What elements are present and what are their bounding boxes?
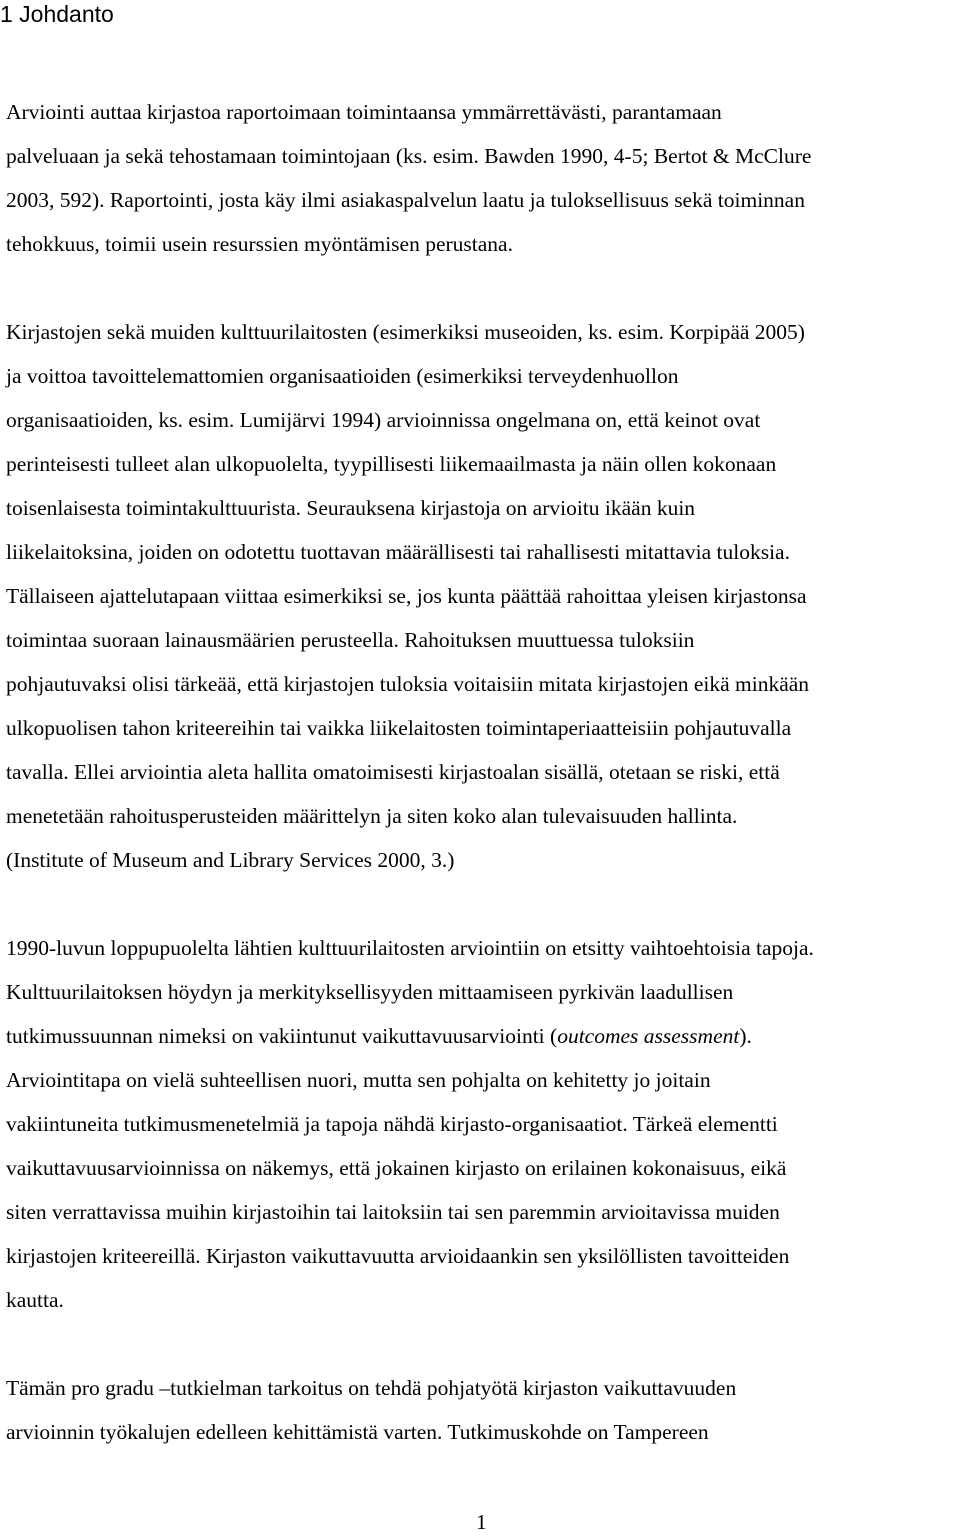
page-number: 1 bbox=[476, 1510, 487, 1534]
italic-term: outcomes assessment bbox=[557, 1024, 740, 1048]
text-segment: tutkimussuunnan nimeksi on vakiintunut vaikuttavuusarviointi ( bbox=[6, 1024, 558, 1048]
text-line: Arviointitapa on vielä suhteellisen nuori, mutta sen pohjalta on kehitetty jo joitain bbox=[6, 1068, 711, 1092]
text-line: siten verrattavissa muihin kirjastoihin tai laitoksiin tai sen paremmin arvioitavissa muiden bbox=[6, 1200, 780, 1224]
text-line: 2003, 592). Raportointi, josta käy ilmi asiakaspalvelun laatu ja tuloksellisuus sekä toiminnan bbox=[6, 188, 805, 212]
text-line: arvioinnin työkalujen edelleen kehittämistä varten. Tutkimuskohde on Tampereen bbox=[6, 1420, 709, 1444]
text-line: Kirjastojen sekä muiden kulttuurilaitosten (esimerkiksi museoiden, ks. esim. Korpipää 2005) bbox=[6, 320, 805, 344]
text-line: vaikuttavuusarvioinnissa on näkemys, että jokainen kirjasto on erilainen kokonaisuus, eikä bbox=[6, 1156, 787, 1180]
text-line: kautta. bbox=[6, 1288, 64, 1312]
text-line: Tämän pro gradu –tutkielman tarkoitus on tehdä pohjatyötä kirjaston vaikuttavuuden bbox=[6, 1376, 737, 1400]
text-line: toisenlaisesta toimintakulttuurista. Seurauksena kirjastoja on arvioitu ikään kuin bbox=[6, 496, 696, 520]
text-line: toimintaa suoraan lainausmäärien perusteella. Rahoituksen muuttuessa tuloksiin bbox=[6, 628, 695, 652]
text-line: organisaatioiden, ks. esim. Lumijärvi 1994) arvioinnissa ongelmana on, että keinot ovat bbox=[6, 408, 761, 432]
section-title: 1 Johdanto bbox=[0, 1, 114, 27]
text-line: Tällaiseen ajattelutapaan viittaa esimerkiksi se, jos kunta päättää rahoittaa yleisen kirjastonsa bbox=[6, 584, 807, 608]
text-line: palveluaan ja sekä tehostamaan toimintojaan (ks. esim. Bawden 1990, 4-5; Bertot & McClure bbox=[6, 144, 812, 168]
text-line: ulkopuolisen tahon kriteereihin tai vaikka liikelaitosten toimintaperiaatteisiin pohjautuvalla bbox=[6, 716, 792, 740]
text-line: kirjastojen kriteereillä. Kirjaston vaikuttavuutta arvioidaankin sen yksilöllisten tavoitteiden bbox=[6, 1244, 790, 1268]
text-line: liikelaitoksina, joiden on odotettu tuottavan määrällisesti tai rahallisesti mitattavia tuloksia. bbox=[6, 540, 790, 564]
text-line: ja voittoa tavoittelemattomien organisaatioiden (esimerkiksi terveydenhuollon bbox=[6, 364, 679, 388]
text-line: vakiintuneita tutkimusmenetelmiä ja tapoja nähdä kirjasto-organisaatiot. Tärkeä elementti bbox=[6, 1112, 778, 1136]
text-line bbox=[6, 1022, 752, 1050]
text-line: tehokkuus, toimii usein resurssien myöntämisen perustana. bbox=[6, 232, 513, 256]
text-line: Kulttuurilaitoksen höydyn ja merkityksellisyyden mittaamiseen pyrkivän laadullisen bbox=[6, 980, 734, 1004]
text-line: menetetään rahoitusperusteiden määrittelyn ja siten koko alan tulevaisuuden hallinta. bbox=[6, 804, 738, 828]
text-line: tavalla. Ellei arviointia aleta hallita omatoimisesti kirjastoalan sisällä, otetaan se riski, että bbox=[6, 760, 780, 784]
text-line: pohjautuvaksi olisi tärkeää, että kirjastojen tuloksia voitaisiin mitata kirjastojen eikä minkään bbox=[6, 672, 810, 696]
text-line: 1990-luvun loppupuolelta lähtien kulttuurilaitosten arviointiin on etsitty vaihtoehtoisia tapoja. bbox=[6, 936, 814, 960]
text-line: perinteisesti tulleet alan ulkopuolelta, tyypillisesti liikemaailmasta ja näin ollen kokonaan bbox=[6, 452, 777, 476]
text-line: Arviointi auttaa kirjastoa raportoimaan toimintaansa ymmärrettävästi, parantamaan bbox=[6, 100, 722, 124]
text-segment: ). bbox=[739, 1024, 752, 1048]
text-line: (Institute of Museum and Library Services 2000, 3.) bbox=[6, 848, 455, 872]
